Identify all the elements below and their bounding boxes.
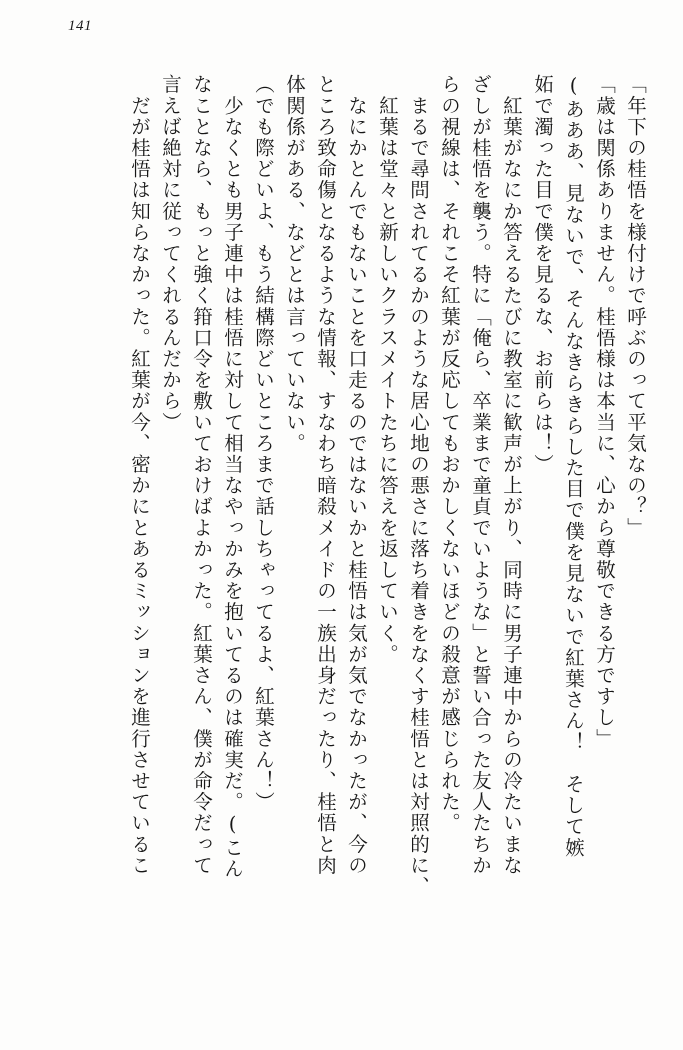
text-column: ところ致命傷となるような情報、すなわち暗殺メイドの一族出身だったり、桂悟と肉 [314, 74, 337, 876]
text-column: 妬で濁った目で僕を見るな、お前らは！） [531, 74, 554, 475]
text-column: だが桂悟は知らなかった。紅葉が今、密かにとあるミッションを進行させているこ [128, 74, 151, 876]
text-column: なことなら、もっと強く箝口令を敷いておけばよかった。紅葉さん、僕が命令だって [190, 74, 213, 876]
text-column: 少なくとも男子連中は桂悟に対して相当なやっかみを抱いてるのは確実だ。(こん [221, 74, 244, 880]
page-number: 141 [68, 18, 92, 34]
text-column: 紅葉がなにか答えるたびに教室に歓声が上がり、同時に男子連中からの冷たいまな [500, 74, 523, 876]
text-column: まるで尋問されてるかのような居心地の悪さに落ち着きをなくす桂悟とは対照的に、 [407, 74, 430, 897]
text-column: （でも際どいよ、もう結構際どいところまで話しちゃってるよ、紅葉さん！） [252, 74, 275, 813]
text-column: 「年下の桂悟を様付けで呼ぶのって平気なの？」 [624, 74, 647, 539]
text-column: 紅葉は堂々と新しいクラスメイトたちに答えを返していく。 [376, 74, 399, 665]
text-column: 「歳は関係ありません。桂悟様は本当に、心から尊敬できる方ですし」 [593, 74, 616, 750]
vertical-text-block [34, 74, 650, 1019]
text-column: ざしが桂悟を襲う。特に「俺ら、卒業まで童貞でいような」と誓い合った友人たちか [469, 74, 492, 876]
text-column: 言えば絶対に従ってくれるんだから） [159, 74, 182, 433]
text-column: (あああ、見ないで、そんなきらきらした目で僕を見ないで紅葉さん！ そして嫉 [562, 74, 585, 859]
text-column: 体関係がある、などとは言っていない。 [283, 74, 306, 454]
text-column: らの視線は、それこそ紅葉が反応してもおかしくないほどの殺意が感じられた。 [438, 74, 461, 834]
text-column: なにかとんでもないことを口走るのではないかと桂悟は気が気でなかったが、今の [345, 74, 368, 876]
